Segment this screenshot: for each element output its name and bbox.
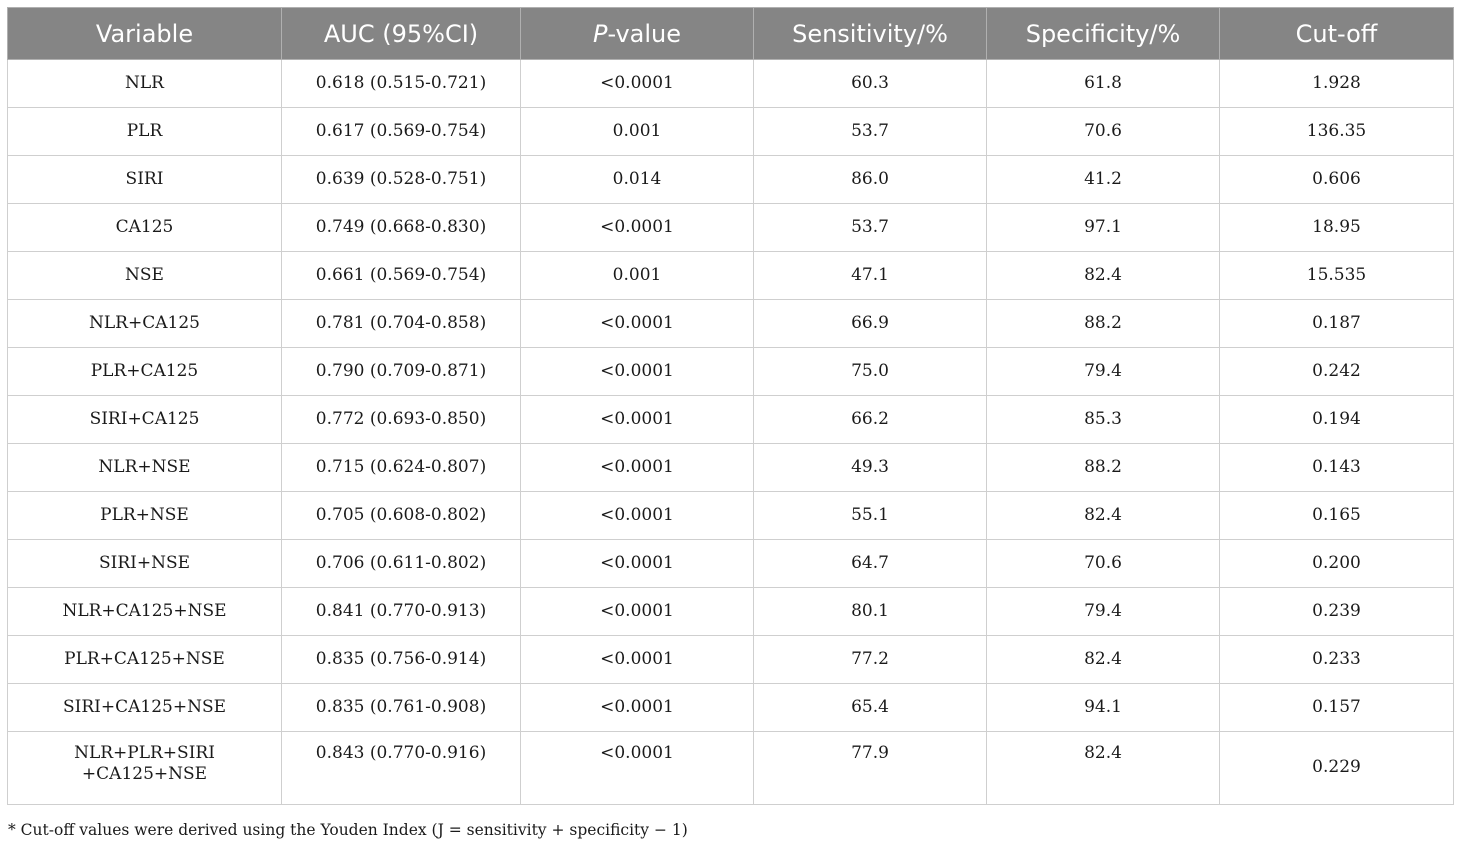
cell-auc: 0.790 (0.709-0.871) <box>282 348 521 396</box>
header-p-suffix: -value <box>607 19 682 48</box>
cell-variable-combined <box>8 732 282 805</box>
cell-auc: 0.661 (0.569-0.754) <box>282 252 521 300</box>
cell-variable: SIRI+CA125+NSE <box>8 684 282 732</box>
cell-p-value: <0.0001 <box>521 300 754 348</box>
cell-specificity: 79.4 <box>987 588 1220 636</box>
cell-variable: NLR+CA125 <box>8 300 282 348</box>
cell-specificity: 70.6 <box>987 108 1220 156</box>
cell-cutoff: 18.95 <box>1220 204 1454 252</box>
table-row <box>8 348 1454 396</box>
cell-p-value: 0.001 <box>521 252 754 300</box>
cell-p-value: 0.001 <box>521 108 754 156</box>
cell-specificity: 82.4 <box>987 636 1220 684</box>
header-sensitivity: Sensitivity/% <box>754 8 987 60</box>
table-row <box>8 300 1454 348</box>
cell-specificity: 82.4 <box>987 492 1220 540</box>
cell-auc: 0.715 (0.624-0.807) <box>282 444 521 492</box>
cell-auc: 0.835 (0.756-0.914) <box>282 636 521 684</box>
cell-specificity: 85.3 <box>987 396 1220 444</box>
cell-variable: PLR+NSE <box>8 492 282 540</box>
cell-variable: NLR+NSE <box>8 444 282 492</box>
header-cutoff: Cut-off <box>1220 8 1454 60</box>
table-footnote: * Cut-off values were derived using the Youden Index (J = sensitivity + specificity − 1) <box>8 821 688 839</box>
variable-line-1: NLR+PLR+SIRI <box>74 743 215 763</box>
cell-cutoff: 0.229 <box>1220 732 1454 805</box>
cell-sensitivity: 53.7 <box>754 108 987 156</box>
cell-cutoff: 0.606 <box>1220 156 1454 204</box>
cell-variable: NSE <box>8 252 282 300</box>
cell-variable: SIRI+NSE <box>8 540 282 588</box>
cell-specificity: 88.2 <box>987 300 1220 348</box>
cell-specificity: 94.1 <box>987 684 1220 732</box>
cell-p-value: <0.0001 <box>521 492 754 540</box>
cell-cutoff: 136.35 <box>1220 108 1454 156</box>
cell-specificity: 97.1 <box>987 204 1220 252</box>
table-row <box>8 60 1454 108</box>
table-row <box>8 444 1454 492</box>
cell-auc: 0.749 (0.668-0.830) <box>282 204 521 252</box>
table-row <box>8 204 1454 252</box>
cell-auc: 0.843 (0.770-0.916) <box>282 732 521 805</box>
cell-p-value: 0.014 <box>521 156 754 204</box>
cell-variable: SIRI+CA125 <box>8 396 282 444</box>
cell-p-value: <0.0001 <box>521 204 754 252</box>
table-row <box>8 252 1454 300</box>
cell-auc: 0.781 (0.704-0.858) <box>282 300 521 348</box>
cell-sensitivity: 75.0 <box>754 348 987 396</box>
table-row <box>8 540 1454 588</box>
table-row <box>8 588 1454 636</box>
header-variable: Variable <box>8 8 282 60</box>
cell-cutoff: 1.928 <box>1220 60 1454 108</box>
header-auc: AUC (95%CI) <box>282 8 521 60</box>
cell-auc: 0.617 (0.569-0.754) <box>282 108 521 156</box>
cell-cutoff: 0.157 <box>1220 684 1454 732</box>
cell-cutoff: 15.535 <box>1220 252 1454 300</box>
cell-p-value: <0.0001 <box>521 588 754 636</box>
cell-auc: 0.841 (0.770-0.913) <box>282 588 521 636</box>
cell-variable: PLR+CA125 <box>8 348 282 396</box>
table-row <box>8 108 1454 156</box>
table-row <box>8 684 1454 732</box>
cell-cutoff: 0.242 <box>1220 348 1454 396</box>
auc-results-table <box>7 7 1454 805</box>
cell-specificity: 61.8 <box>987 60 1220 108</box>
table-row <box>8 396 1454 444</box>
cell-sensitivity: 65.4 <box>754 684 987 732</box>
cell-p-value: <0.0001 <box>521 60 754 108</box>
table-row <box>8 636 1454 684</box>
cell-sensitivity: 86.0 <box>754 156 987 204</box>
cell-cutoff: 0.233 <box>1220 636 1454 684</box>
cell-specificity: 70.6 <box>987 540 1220 588</box>
header-row <box>8 8 1454 60</box>
table-body <box>8 60 1454 805</box>
table-row <box>8 492 1454 540</box>
cell-sensitivity: 53.7 <box>754 204 987 252</box>
header-specificity: Specificity/% <box>987 8 1220 60</box>
cell-sensitivity: 47.1 <box>754 252 987 300</box>
cell-specificity: 88.2 <box>987 444 1220 492</box>
cell-sensitivity: 64.7 <box>754 540 987 588</box>
cell-variable: PLR <box>8 108 282 156</box>
cell-specificity: 79.4 <box>987 348 1220 396</box>
cell-auc: 0.618 (0.515-0.721) <box>282 60 521 108</box>
cell-cutoff: 0.200 <box>1220 540 1454 588</box>
cell-specificity: 41.2 <box>987 156 1220 204</box>
cell-cutoff: 0.165 <box>1220 492 1454 540</box>
cell-p-value: <0.0001 <box>521 732 754 805</box>
cell-sensitivity: 77.2 <box>754 636 987 684</box>
cell-sensitivity: 60.3 <box>754 60 987 108</box>
cell-p-value: <0.0001 <box>521 348 754 396</box>
cell-cutoff: 0.187 <box>1220 300 1454 348</box>
cell-p-value: <0.0001 <box>521 444 754 492</box>
cell-variable: CA125 <box>8 204 282 252</box>
variable-line-2: +CA125+NSE <box>81 764 208 785</box>
cell-sensitivity: 49.3 <box>754 444 987 492</box>
cell-auc: 0.772 (0.693-0.850) <box>282 396 521 444</box>
cell-variable: SIRI <box>8 156 282 204</box>
cell-variable: NLR <box>8 60 282 108</box>
cell-p-value: <0.0001 <box>521 396 754 444</box>
cell-cutoff: 0.239 <box>1220 588 1454 636</box>
cell-p-value: <0.0001 <box>521 636 754 684</box>
cell-variable: NLR+CA125+NSE <box>8 588 282 636</box>
cell-variable: PLR+CA125+NSE <box>8 636 282 684</box>
cell-auc: 0.639 (0.528-0.751) <box>282 156 521 204</box>
cell-sensitivity: 77.9 <box>754 732 987 805</box>
header-p-value <box>521 8 754 60</box>
cell-sensitivity: 80.1 <box>754 588 987 636</box>
cell-auc: 0.705 (0.608-0.802) <box>282 492 521 540</box>
header-p-italic: P <box>592 19 608 48</box>
cell-cutoff: 0.143 <box>1220 444 1454 492</box>
cell-sensitivity: 55.1 <box>754 492 987 540</box>
table-row <box>8 156 1454 204</box>
cell-p-value: <0.0001 <box>521 540 754 588</box>
results-table-container <box>7 7 1453 805</box>
cell-auc: 0.835 (0.761-0.908) <box>282 684 521 732</box>
cell-sensitivity: 66.2 <box>754 396 987 444</box>
table-row-combined <box>8 732 1454 805</box>
cell-specificity: 82.4 <box>987 732 1220 805</box>
cell-sensitivity: 66.9 <box>754 300 987 348</box>
cell-cutoff: 0.194 <box>1220 396 1454 444</box>
cell-specificity: 82.4 <box>987 252 1220 300</box>
cell-p-value: <0.0001 <box>521 684 754 732</box>
table-header <box>8 8 1454 60</box>
cell-auc: 0.706 (0.611-0.802) <box>282 540 521 588</box>
